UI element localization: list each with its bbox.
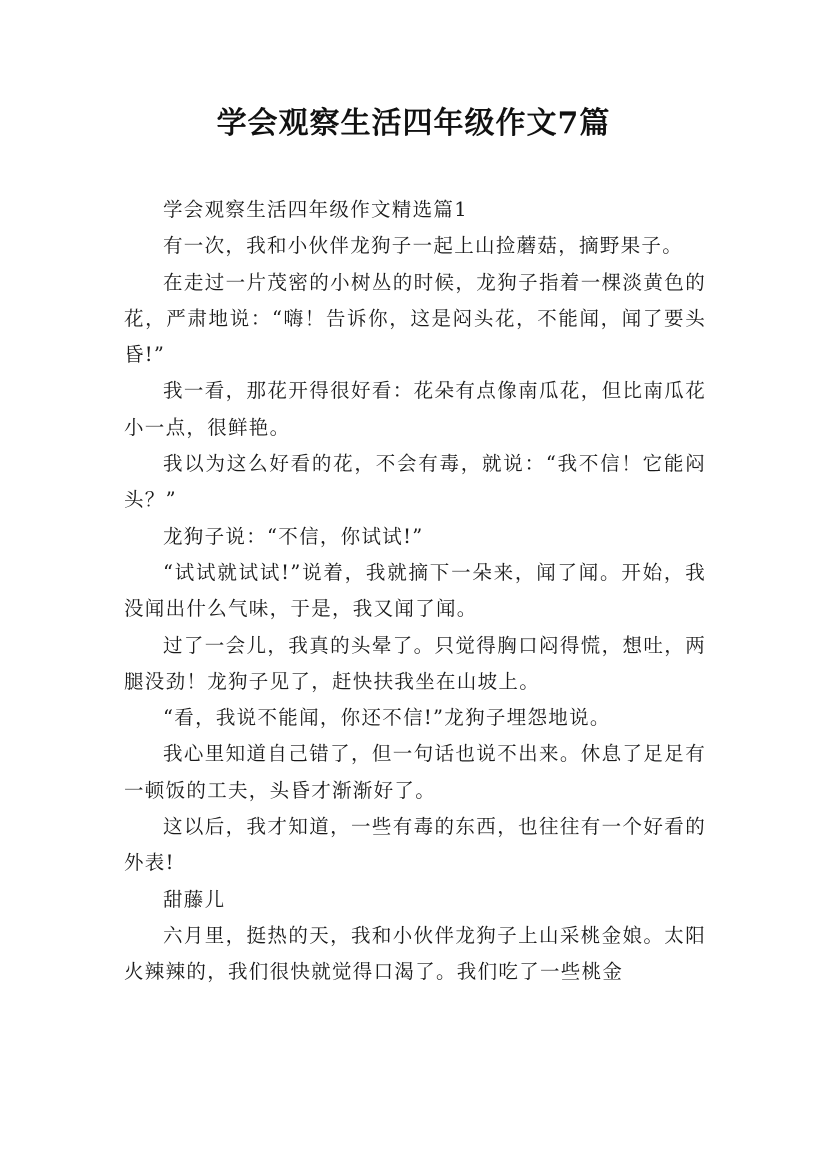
document-title: 学会观察生活四年级作文7篇	[216, 106, 611, 141]
paragraph: 有一次，我和小伙伴龙狗子一起上山捡蘑菇，摘野果子。	[163, 234, 684, 258]
paragraph: 过了一会儿，我真的头晕了。只觉得胸口闷得慌，想吐，两腿没劲！龙狗子见了，赶快扶我坐在山坡上。	[124, 633, 706, 693]
paragraph: 在走过一片茂密的小树丛的时候，龙狗子指着一棵淡黄色的花，严肃地说：“嗨！告诉你，这是闷头花，不能闻，闻了要头昏!”	[124, 270, 706, 367]
section-heading: 学会观察生活四年级作文精选篇1	[163, 198, 468, 221]
document-body	[124, 192, 706, 991]
paragraph: “试试就试试!”说着，我就摘下一朵来，闻了闻。开始，我没闻出什么气味，于是，我又闻了闻。	[124, 560, 706, 621]
paragraph: 六月里，挺热的天，我和小伙伴龙狗子上山采桃金娘。太阳火辣辣的，我们很快就觉得口渴了。我们吃了一些桃金	[124, 923, 706, 984]
paragraph: 我心里知道自己错了，但一句话也说不出来。休息了足足有一顿饭的工夫，头昏才渐渐好了。	[124, 742, 706, 802]
paragraph: 我以为这么好看的花，不会有毒，就说：“我不信！它能闷头？”	[124, 452, 706, 512]
section-heading: 甜藤儿	[163, 887, 226, 911]
paragraph: 这以后，我才知道，一些有毒的东西，也往往有一个好看的外表!	[124, 815, 706, 875]
paragraph: 龙狗子说：“不信，你试试!”	[163, 524, 424, 548]
paragraph: “看，我说不能闻，你还不信!”龙狗子埋怨地说。	[163, 706, 611, 730]
paragraph: 我一看，那花开得很好看：花朵有点像南瓜花，但比南瓜花小一点，很鲜艳。	[124, 379, 706, 439]
